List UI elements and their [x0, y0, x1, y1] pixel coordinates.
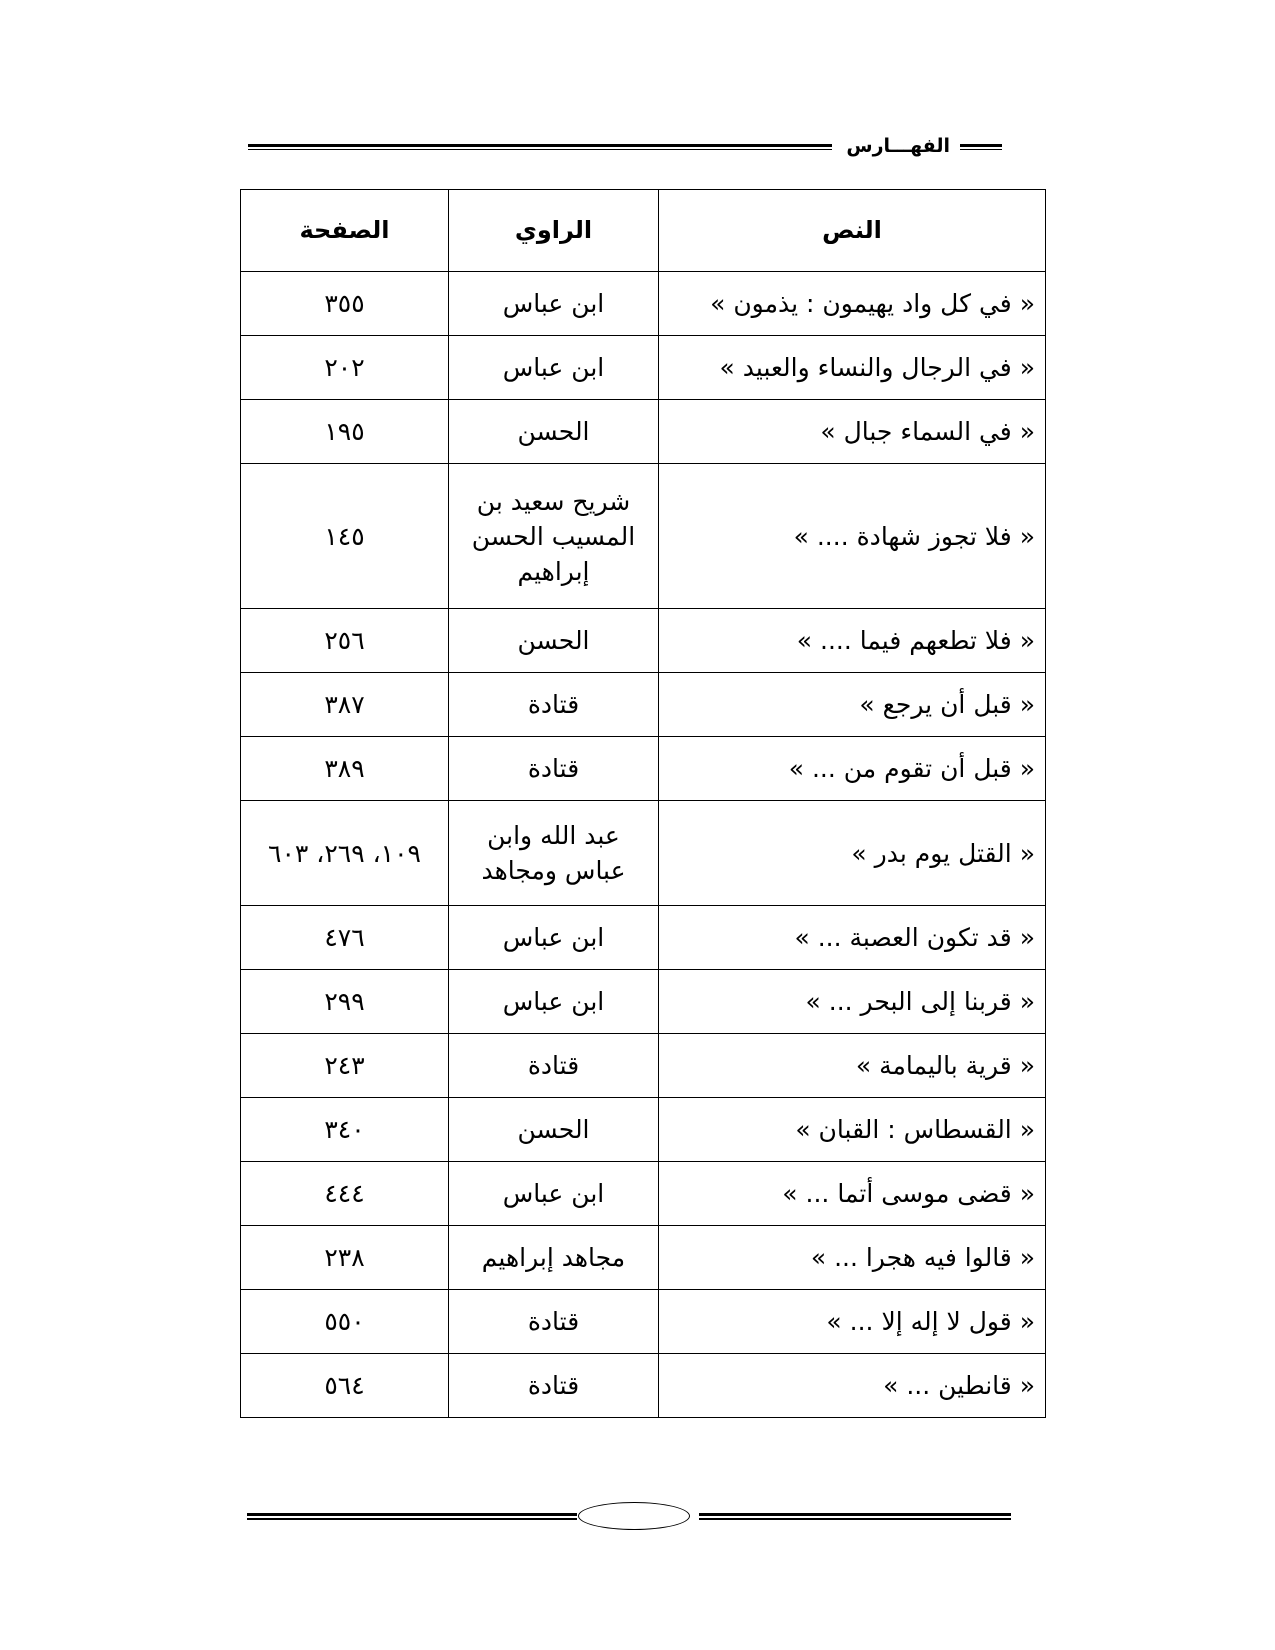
table-row — [241, 1290, 1046, 1354]
narrator-cell: ابن عباس — [449, 336, 659, 400]
page-cell: ٣٨٩ — [241, 737, 449, 801]
page-number-oval — [578, 1502, 690, 1530]
text-cell: « قرية باليمامة » — [659, 1034, 1046, 1098]
table-row — [241, 336, 1046, 400]
table-header-row — [241, 190, 1046, 272]
table-row — [241, 1354, 1046, 1418]
table-row — [241, 673, 1046, 737]
narrator-cell: ابن عباس — [449, 272, 659, 336]
page-cell: ٢٥٦ — [241, 609, 449, 673]
narrator-cell: قتادة — [449, 1354, 659, 1418]
table-row — [241, 1162, 1046, 1226]
table-row — [241, 1098, 1046, 1162]
column-header-narrator: الراوي — [449, 190, 659, 272]
table-row — [241, 464, 1046, 609]
narrator-cell: مجاهد إبراهيم — [449, 1226, 659, 1290]
page-cell: ٢٤٣ — [241, 1034, 449, 1098]
table-row — [241, 609, 1046, 673]
narrator-cell: ابن عباس — [449, 906, 659, 970]
page-header — [248, 133, 1002, 161]
narrator-cell: ابن عباس — [449, 970, 659, 1034]
page-cell: ١٤٥ — [241, 464, 449, 609]
table-row — [241, 737, 1046, 801]
section-title: الفهـــارس — [846, 135, 950, 157]
text-cell: « فلا تجوز شهادة .... » — [659, 464, 1046, 609]
text-cell: « القسطاس : القبان » — [659, 1098, 1046, 1162]
text-cell: « قضى موسى أتما ... » — [659, 1162, 1046, 1226]
text-cell: « في الرجال والنساء والعبيد » — [659, 336, 1046, 400]
table-row — [241, 400, 1046, 464]
page-cell: ٣٥٥ — [241, 272, 449, 336]
page-cell: ٣٨٧ — [241, 673, 449, 737]
narrator-cell: شريح سعيد بن المسيب الحسن إبراهيم — [449, 464, 659, 609]
narrator-cell: قتادة — [449, 737, 659, 801]
narrator-cell: الحسن — [449, 400, 659, 464]
page-cell: ٢٣٨ — [241, 1226, 449, 1290]
header-short-rule — [960, 144, 1002, 150]
page-cell: ٤٧٦ — [241, 906, 449, 970]
text-cell: « فلا تطعهم فيما .... » — [659, 609, 1046, 673]
table-row — [241, 906, 1046, 970]
text-cell: « قبل أن يرجع » — [659, 673, 1046, 737]
narrator-cell: عبد الله وابن عباس ومجاهد — [449, 801, 659, 906]
page-cell: ٢٩٩ — [241, 970, 449, 1034]
text-cell: « القتل يوم بدر » — [659, 801, 1046, 906]
column-header-text: النص — [659, 190, 1046, 272]
table-row — [241, 801, 1046, 906]
text-cell: « قول لا إله إلا ... » — [659, 1290, 1046, 1354]
table-row — [241, 1034, 1046, 1098]
footer-rule-left — [247, 1513, 577, 1520]
table-row — [241, 272, 1046, 336]
text-cell: « قالوا فيه هجرا ... » — [659, 1226, 1046, 1290]
table-row — [241, 970, 1046, 1034]
page-cell: ٤٤٤ — [241, 1162, 449, 1226]
narrator-cell: قتادة — [449, 1034, 659, 1098]
text-cell: « في كل واد يهيمون : يذمون » — [659, 272, 1046, 336]
footer-rule-right — [699, 1513, 1011, 1520]
text-cell: « قربنا إلى البحر ... » — [659, 970, 1046, 1034]
narrator-cell: ابن عباس — [449, 1162, 659, 1226]
table-row — [241, 1226, 1046, 1290]
page-footer — [247, 1500, 1011, 1534]
page-cell: ٥٥٠ — [241, 1290, 449, 1354]
text-cell: « قبل أن تقوم من ... » — [659, 737, 1046, 801]
narrator-cell: الحسن — [449, 609, 659, 673]
column-header-page: الصفحة — [241, 190, 449, 272]
text-cell: « قانطين ... » — [659, 1354, 1046, 1418]
page-cell: ١٩٥ — [241, 400, 449, 464]
narrator-cell: قتادة — [449, 1290, 659, 1354]
page-cell: ٣٤٠ — [241, 1098, 449, 1162]
header-long-rule — [248, 144, 832, 150]
text-cell: « في السماء جبال » — [659, 400, 1046, 464]
page-cell: ٢٠٢ — [241, 336, 449, 400]
index-table — [240, 189, 1046, 1418]
narrator-cell: قتادة — [449, 673, 659, 737]
text-cell: « قد تكون العصبة ... » — [659, 906, 1046, 970]
page-cell: ٥٦٤ — [241, 1354, 449, 1418]
page-cell: ١٠٩، ٢٦٩، ٦٠٣ — [241, 801, 449, 906]
narrator-cell: الحسن — [449, 1098, 659, 1162]
